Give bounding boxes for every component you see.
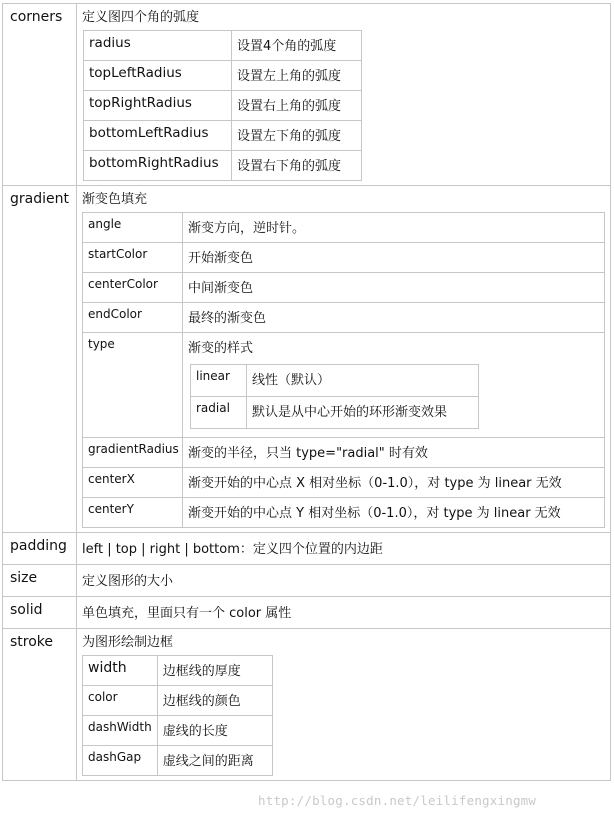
row-stroke (3, 629, 611, 781)
row-description: left | top | right | bottom：定义四个位置的内边距 (77, 533, 611, 565)
row-key: solid (3, 597, 77, 629)
table-row (83, 746, 273, 776)
row-description: 为图形绘制边框 (82, 635, 174, 650)
table-row (84, 61, 362, 91)
attr-name: centerY (83, 498, 183, 528)
attr-name: angle (83, 213, 183, 243)
row-key: corners (3, 4, 77, 186)
attr-desc: 边框线的厚度 (157, 656, 272, 686)
table-row (84, 31, 362, 61)
option-name: radial (191, 397, 247, 429)
attr-name: gradientRadius (83, 438, 183, 468)
row-solid (3, 597, 611, 629)
table-row (83, 213, 605, 243)
row-description: 渐变色填充 (82, 192, 148, 207)
attr-name: centerColor (83, 273, 183, 303)
attr-name: color (83, 686, 158, 716)
attr-desc: 中间渐变色 (183, 273, 605, 303)
type-options-subtable (190, 364, 479, 429)
attr-desc: 设置4个角的弧度 (232, 31, 362, 61)
corners-subtable (83, 30, 362, 181)
attr-desc: 开始渐变色 (183, 243, 605, 273)
table-row (83, 303, 605, 333)
row-corners (3, 4, 611, 186)
attr-desc: 渐变的样式 (188, 341, 254, 356)
option-name: linear (191, 365, 247, 397)
attr-name: topRightRadius (84, 91, 232, 121)
attr-name: topLeftRadius (84, 61, 232, 91)
attr-desc: 渐变的半径，只当 type="radial" 时有效 (183, 438, 605, 468)
attr-desc: 最终的渐变色 (183, 303, 605, 333)
table-row (191, 397, 479, 429)
attr-name: bottomLeftRadius (84, 121, 232, 151)
table-row (83, 716, 273, 746)
gradient-subtable (82, 212, 605, 528)
table-row (83, 498, 605, 528)
table-row (84, 121, 362, 151)
row-value (77, 4, 611, 186)
attr-name: endColor (83, 303, 183, 333)
attr-name: type (83, 333, 183, 438)
option-desc: 线性（默认） (247, 365, 479, 397)
table-row (84, 91, 362, 121)
attr-name: centerX (83, 468, 183, 498)
table-row (191, 365, 479, 397)
table-row (84, 151, 362, 181)
table-row (83, 243, 605, 273)
row-description: 单色填充，里面只有一个 color 属性 (77, 597, 611, 629)
attr-desc: 渐变方向，逆时针。 (183, 213, 605, 243)
table-row (83, 686, 273, 716)
row-description: 定义图形的大小 (77, 565, 611, 597)
row-key: padding (3, 533, 77, 565)
table-row (83, 468, 605, 498)
attr-desc: 设置左下角的弧度 (232, 121, 362, 151)
table-row (83, 656, 273, 686)
attr-name: startColor (83, 243, 183, 273)
attr-desc: 设置右下角的弧度 (232, 151, 362, 181)
attr-desc: 渐变开始的中心点 Y 相对坐标（0-1.0），对 type 为 linear 无效 (183, 498, 605, 528)
watermark: http://blog.csdn.net/leilifengxingmw (258, 793, 537, 808)
attr-desc: 虚线的长度 (157, 716, 272, 746)
attr-desc: 虚线之间的距离 (157, 746, 272, 776)
row-key: size (3, 565, 77, 597)
row-key: stroke (3, 629, 77, 781)
attr-name: dashGap (83, 746, 158, 776)
attr-desc: 渐变开始的中心点 X 相对坐标（0-1.0），对 type 为 linear 无效 (183, 468, 605, 498)
attr-desc: 设置右上角的弧度 (232, 91, 362, 121)
table-row (83, 273, 605, 303)
attr-desc: 边框线的颜色 (157, 686, 272, 716)
attr-desc: 设置左上角的弧度 (232, 61, 362, 91)
row-size (3, 565, 611, 597)
attributes-table (2, 3, 611, 781)
row-value (77, 629, 611, 781)
row-gradient (3, 186, 611, 533)
row-value (77, 186, 611, 533)
table-row (83, 438, 605, 468)
attr-name: width (83, 656, 158, 686)
attr-name: dashWidth (83, 716, 158, 746)
row-description: 定义图四个角的弧度 (82, 10, 200, 25)
row-key: gradient (3, 186, 77, 533)
attr-desc-cell (183, 333, 605, 438)
attr-name: radius (84, 31, 232, 61)
attr-name: bottomRightRadius (84, 151, 232, 181)
table-row (83, 333, 605, 438)
row-padding (3, 533, 611, 565)
option-desc: 默认是从中心开始的环形渐变效果 (247, 397, 479, 429)
stroke-subtable (82, 655, 273, 776)
